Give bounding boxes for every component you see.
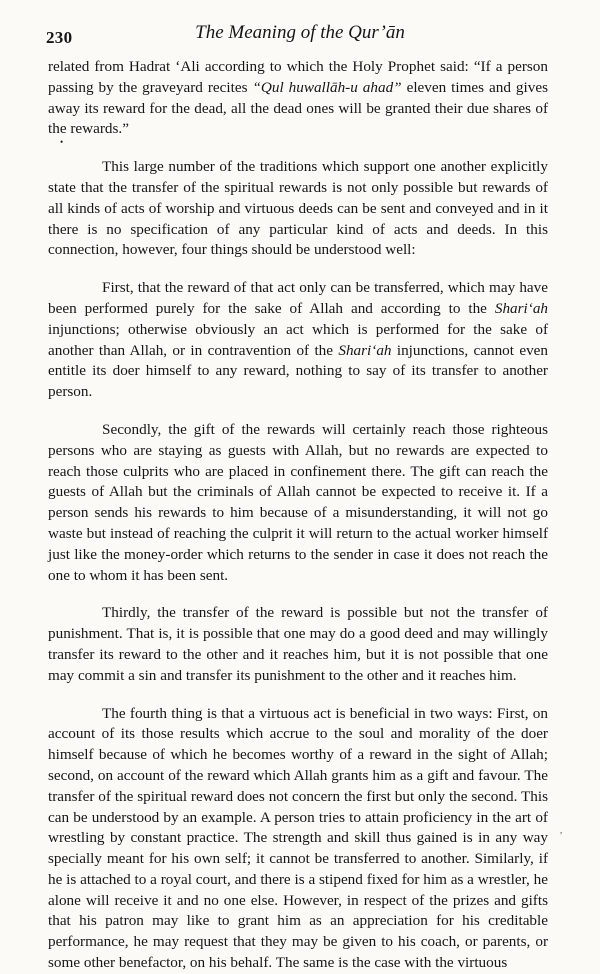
paragraph-first xyxy=(48,278,548,403)
italic-term: “Qul huwallāh-u ahad” xyxy=(252,78,402,96)
text-run: This large number of the traditions which support one another explicitly state that the transfer of the spiritual rewards is not only possible but rewards of all kinds of acts of worship and virtuous deeds can be sent and conveyed and in it there is no specification of any particular kind of acts and deeds. In this connection, however, four things should be understood well: xyxy=(48,158,548,259)
italic-term: Shari‘ah xyxy=(338,341,392,359)
page-number: 230 xyxy=(46,28,73,47)
text-run: First, that the reward of that act only can be transferred, which may have been performed purely for the sake of Allah and according to the xyxy=(48,279,548,317)
paragraph-thirdly xyxy=(48,603,548,686)
stray-mark: , xyxy=(560,825,563,835)
text-run: Thirdly, the transfer of the reward is possible but not the transfer of punishment. That is, it is possible that one may do a good deed and may willingly transfer its reward to the other and it reaches him, but it is not possible that one may commit a sin and transfer its punishment to the other and it reaches him. xyxy=(48,604,548,684)
page-header xyxy=(38,22,562,50)
paragraph-traditions xyxy=(48,157,548,261)
text-run: Secondly, the gift of the rewards will certainly reach those righteous persons who are staying as guests with Allah, but no rewards are expected to reach those culprits who are placed in confinement there. The gift can reach the guests of Allah but the criminals of Allah cannot be expected to receive it. If a person sends his rewards to him because of a misunderstanding, it will not go waste but instead of reaching the culprit it will return to the actual worker himself just like the money-order which returns to the sender in case it does not reach the one to whom it has been sent. xyxy=(48,420,548,584)
paragraph-secondly xyxy=(48,420,548,586)
bullet-mark: • xyxy=(60,137,64,147)
paragraph-fourth xyxy=(48,704,548,974)
text-run: The fourth thing is that a virtuous act is beneficial in two ways: First, on account of its those results which accrue to the soul and morality of the doer himself because of which he becomes worthy of a reward in the sight of Allah; second, on account of the reward which Allah grants him as a gift and favour. The transfer of the spiritual reward does not concern the first but only the second. This can be understood by an example. A person tries to attain proficiency in the art of wrestling by constant practice. The strength and skill thus gained is in any way specially meant for his own self; it cannot be transferred to another. Similarly, if he is attached to a royal court, and there is a stipend fixed for him as a wrestler, he alone will receive it and no one else. However, in respect of the prizes and gifts that his patron may like to grant him as an appreciation for his creditable performance, he may request that they may be given to his coach, or parents, or some other benefactor, on his behalf. The same is the case with the virtuous xyxy=(48,704,548,972)
body-text xyxy=(48,57,548,974)
text-run: injunctions, cannot even entitle its doer himself to any reward, nothing to say of its transfer to another person. xyxy=(48,341,549,401)
running-title: The Meaning of the Qur’ān xyxy=(195,22,405,43)
text-run: injunctions; otherwise obviously an act which is performed for the sake of another than Allah, or in contravention of the xyxy=(48,320,548,359)
text-run: eleven times and gives away its reward for the dead, all the dead ones will be granted their due shares of the rewards.” xyxy=(48,78,548,138)
italic-term: Shari‘ah xyxy=(494,299,548,317)
text-run: related from Hadrat ‘Ali according to which the Holy Prophet said: “If a person passing by the graveyard recites xyxy=(48,58,548,96)
paragraph-continuation xyxy=(48,57,548,140)
